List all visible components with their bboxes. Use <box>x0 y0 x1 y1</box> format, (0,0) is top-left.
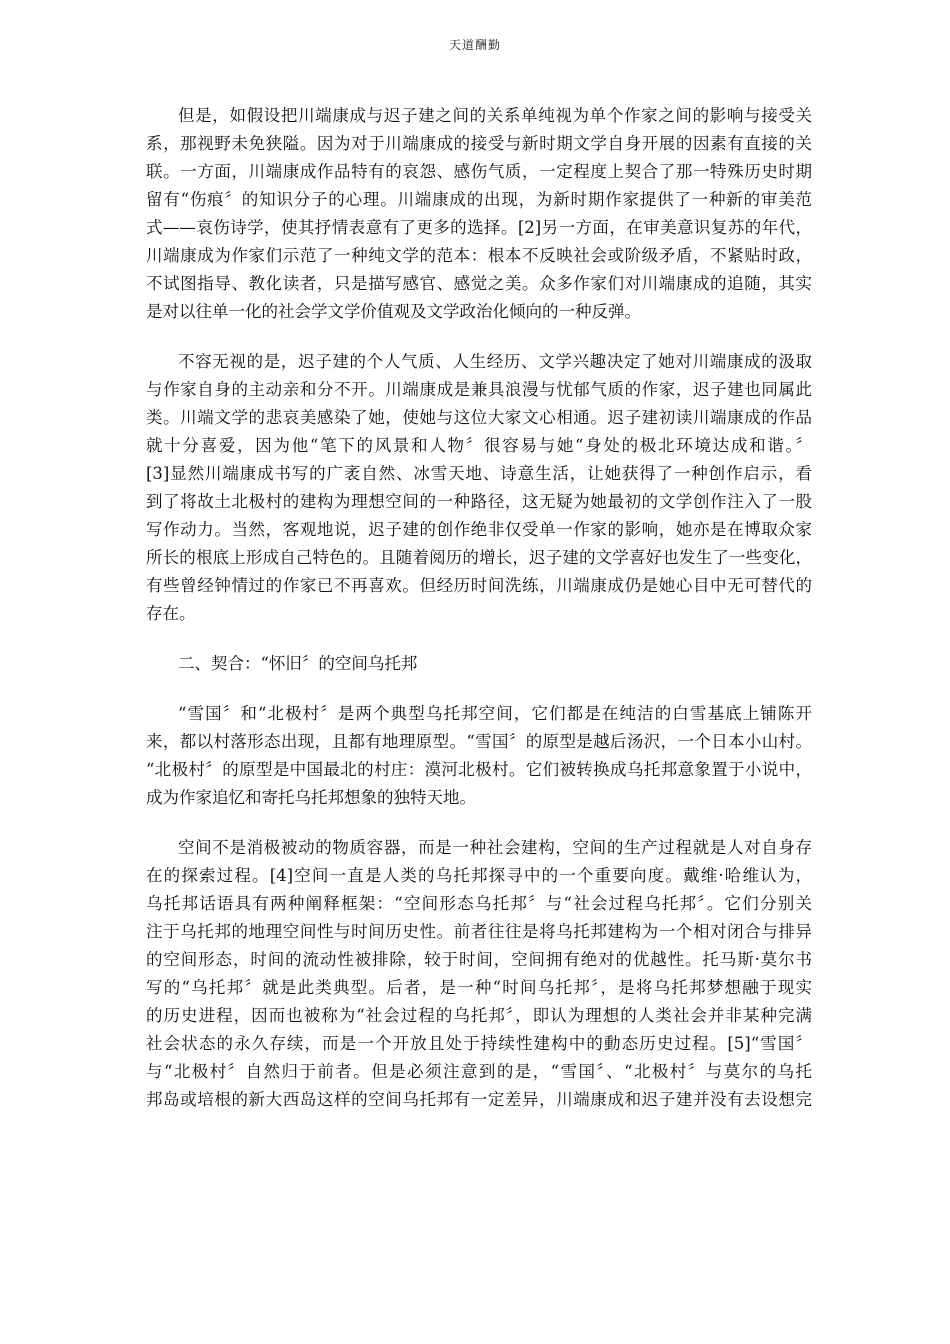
page-header: 天道酬勤 <box>448 38 501 52</box>
text-line: 式——哀伤诗学，使其抒情表意有了更多的选择。[2]另一方面，在审美意识复苏的年代， <box>146 218 812 237</box>
text-line: 的空间形态，时间的流动性被排除，较于时间，空间拥有绝对的优越性。托马斯·莫尔书 <box>146 950 812 969</box>
text-line: “北极村〞的原型是中国最北的村庄：漠河北极村。它们被转换成乌托邦意象置于小说中， <box>146 760 812 779</box>
text-line: “雪国〞和“北极村〞是两个典型乌托邦空间，它们都是在纯洁的白雪基底上铺陈开 <box>178 704 812 723</box>
text-line: 的历史进程，因而也被称为“社会过程的乌托邦〞，即认为理想的人类社会并非某种完满 <box>146 1006 812 1025</box>
text-line: 川端康成为作家们示范了一种纯文学的范本：根本不反映社会或阶级矛盾，不紧贴时政， <box>146 246 812 265</box>
text-line: 是对以往单一化的社会学文学价值观及文学政治化倾向的一种反弹。 <box>146 302 641 321</box>
paragraph <box>146 700 812 812</box>
text-line: 不容无视的是，迟子建的个人气质、人生经历、文学兴趣决定了她对川端康成的汲取 <box>178 352 812 371</box>
text-line: 留有“伤痕〞的知识分子的心理。川端康成的出现，为新时期作家提供了一种新的审美范 <box>146 190 812 209</box>
text-line: 成为作家追忆和寄托乌托邦想象的独特天地。 <box>146 788 476 807</box>
text-line: 所长的根底上形成自己特色的。且随着阅历的增长，迟子建的文学喜好也发生了一些变化， <box>146 548 812 567</box>
text-line: [3]显然川端康成书写的广袤自然、冰雪天地、诗意生活，让她获得了一种创作启示，看 <box>146 464 812 483</box>
paragraph <box>146 102 812 326</box>
text-line: 存在。 <box>146 604 196 623</box>
text-line: 来，都以村落形态出现，且都有地理原型。“雪国〞的原型是越后汤沢，一个日本小山村。 <box>146 732 812 751</box>
text-line: 与“北极村〞自然归于前者。但是必须注意到的是，“雪国〞、“北极村〞与莫尔的乌托 <box>146 1062 812 1081</box>
text-line: 在的探索过程。[4]空间一直是人类的乌托邦探寻中的一个重要向度。戴维·哈维认为， <box>146 866 812 885</box>
text-line: 就十分喜爱，因为他“笔下的风景和人物〞很容易与她“身处的极北环境达成和谐。〞 <box>146 436 812 455</box>
text-line: 写作动力。当然，客观地说，迟子建的创作绝非仅受单一作家的影响，她亦是在博取众家 <box>146 520 812 539</box>
text-line: 联。一方面，川端康成作品特有的哀怨、感伤气质，一定程度上契合了那一特殊历史时期 <box>146 162 812 181</box>
text-line: 有些曾经钟情过的作家已不再喜欢。但经历时间洗练，川端康成仍是她心目中无可替代的 <box>146 576 812 595</box>
text-line: 类。川端文学的悲哀美感染了她，使她与这位大家文心相通。迟子建初读川端康成的作品 <box>146 408 812 427</box>
text-line: 不试图指导、教化读者，只是描写感官、感觉之美。众多作家们对川端康成的追随，其实 <box>146 274 812 293</box>
text-line: 邦岛或培根的新大西岛这样的空间乌托邦有一定差异，川端康成和迟子建并没有去设想完 <box>146 1090 812 1109</box>
paragraph <box>146 348 812 628</box>
text-line: 乌托邦话语具有两种阐释框架：“空间形态乌托邦〞与“社会过程乌托邦〞。它们分别关 <box>146 894 812 913</box>
text-line: 到了将故土北极村的建构为理想空间的一种路径，这无疑为她最初的文学创作注入了一股 <box>146 492 812 511</box>
paragraph <box>146 834 812 1114</box>
text-line: 写的“乌托邦〞就是此类典型。后者，是一种“时间乌托邦〞，是将乌托邦梦想融于现实 <box>146 978 812 997</box>
text-line: 但是，如假设把川端康成与迟子建之间的关系单纯视为单个作家之间的影响与接受关 <box>178 106 812 125</box>
section-heading: 二、契合：“怀旧〞的空间乌托邦 <box>178 654 418 673</box>
text-line: 系，那视野未免狭隘。因为对于川端康成的接受与新时期文学自身开展的因素有直接的关 <box>146 134 812 153</box>
body-text <box>146 102 812 1114</box>
text-line: 空间不是消极被动的物质容器，而是一种社会建构，空间的生产过程就是人对自身存 <box>178 838 812 857</box>
text-line: 注于乌托邦的地理空间性与时间历史性。前者往往是将乌托邦建构为一个相对闭合与排异 <box>146 922 812 941</box>
text-line: 与作家自身的主动亲和分不开。川端康成是兼具浪漫与忧郁气质的作家，迟子建也同属此 <box>146 380 812 399</box>
text-line: 社会状态的永久存续，而是一个开放且处于持续性建构中的動态历史过程。[5]“雪国〞 <box>146 1034 812 1053</box>
